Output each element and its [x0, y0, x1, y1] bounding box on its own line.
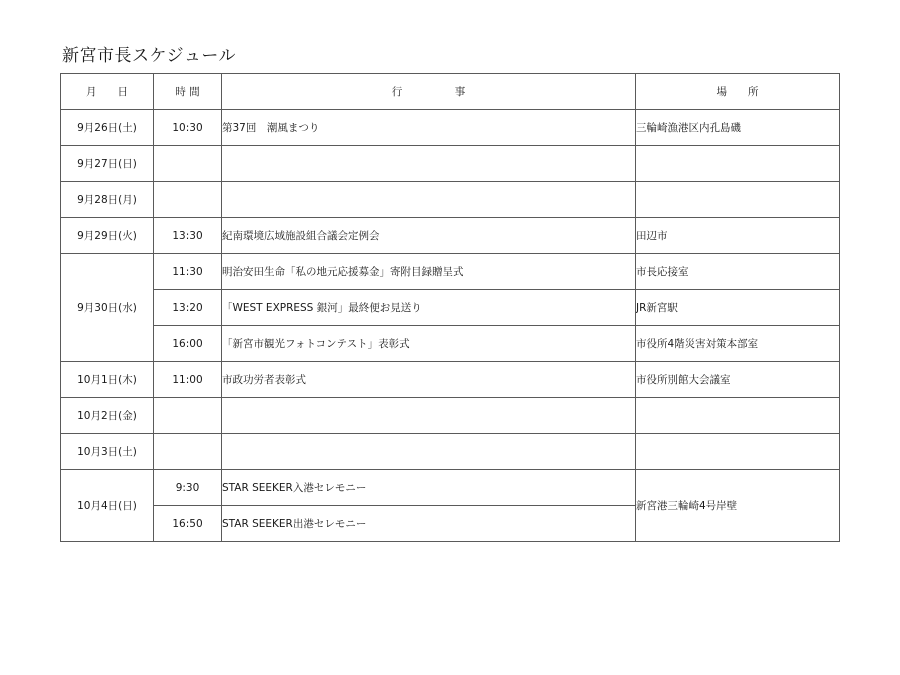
row-date: 9月27日(日) [61, 146, 154, 182]
row-event [222, 146, 636, 182]
row-event: 第37回 潮風まつり [222, 110, 636, 146]
row-place [636, 182, 840, 218]
table-row [61, 326, 840, 362]
table-row [61, 290, 840, 326]
header-date: 月 日 [61, 74, 154, 110]
row-date: 9月29日(火) [61, 218, 154, 254]
row-date: 10月1日(木) [61, 362, 154, 398]
row-place: 市役所別館大会議室 [636, 362, 840, 398]
row-event [222, 182, 636, 218]
row-event: STAR SEEKER入港セレモニー [222, 470, 636, 506]
row-event [222, 434, 636, 470]
row-time: 11:00 [154, 362, 222, 398]
row-time: 11:30 [154, 254, 222, 290]
table-row [61, 434, 840, 470]
row-place: 市長応接室 [636, 254, 840, 290]
table-row [61, 182, 840, 218]
row-event: 明治安田生命「私の地元応援募金」寄附目録贈呈式 [222, 254, 636, 290]
row-place: JR新宮駅 [636, 290, 840, 326]
row-event: 「WEST EXPRESS 銀河」最終便お見送り [222, 290, 636, 326]
row-time [154, 434, 222, 470]
page-title: 新宮市長スケジュール [62, 46, 236, 66]
table-row [61, 398, 840, 434]
table-row [61, 362, 840, 398]
row-place [636, 434, 840, 470]
row-date: 9月26日(土) [61, 110, 154, 146]
header-event: 行 事 [222, 74, 636, 110]
row-time: 9:30 [154, 470, 222, 506]
row-time [154, 398, 222, 434]
row-date: 9月30日(水) [61, 254, 154, 362]
row-time: 13:30 [154, 218, 222, 254]
table-row [61, 110, 840, 146]
row-place [636, 146, 840, 182]
header-time: 時 間 [154, 74, 222, 110]
row-event: STAR SEEKER出港セレモニー [222, 506, 636, 542]
row-event: 市政功労者表彰式 [222, 362, 636, 398]
row-place: 新宮港三輪崎4号岸壁 [636, 470, 840, 542]
table-row [61, 218, 840, 254]
row-date: 10月4日(日) [61, 470, 154, 542]
row-place: 田辺市 [636, 218, 840, 254]
table-header-row [61, 74, 840, 110]
row-date: 10月3日(土) [61, 434, 154, 470]
row-place: 三輪崎漁港区内孔島磯 [636, 110, 840, 146]
row-event: 紀南環境広域施設組合議会定例会 [222, 218, 636, 254]
row-date: 10月2日(金) [61, 398, 154, 434]
row-date: 9月28日(月) [61, 182, 154, 218]
row-time: 16:50 [154, 506, 222, 542]
row-place [636, 398, 840, 434]
table-row [61, 470, 840, 506]
row-time [154, 182, 222, 218]
header-place: 場 所 [636, 74, 840, 110]
row-time: 13:20 [154, 290, 222, 326]
row-time: 10:30 [154, 110, 222, 146]
row-time: 16:00 [154, 326, 222, 362]
row-place: 市役所4階災害対策本部室 [636, 326, 840, 362]
row-event [222, 398, 636, 434]
table-row [61, 254, 840, 290]
row-time [154, 146, 222, 182]
row-event: 「新宮市観光フォトコンテスト」表彰式 [222, 326, 636, 362]
table-row [61, 146, 840, 182]
schedule-table [60, 73, 840, 542]
